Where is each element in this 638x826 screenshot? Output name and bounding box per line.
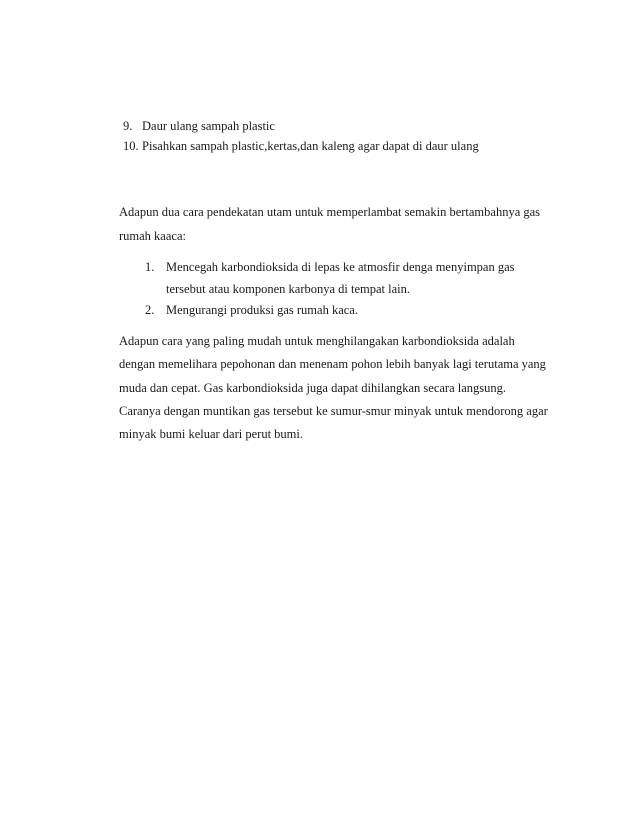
list-item-number: 2. xyxy=(145,303,155,317)
list-item-text: Mencegah karbondioksida di lepas ke atmosfir denga menyimpan gas xyxy=(166,260,515,274)
list-item-text: Mengurangi produksi gas rumah kaca. xyxy=(166,303,358,317)
list-item-text: Daur ulang sampah plastic xyxy=(142,119,275,133)
list-item-number: 10. xyxy=(123,139,139,153)
paragraph-line: dengan memelihara pepohonan dan menenam pohon lebih banyak lagi terutama yang xyxy=(119,357,546,371)
list-item-text: tersebut atau komponen karbonya di tempat lain. xyxy=(166,282,411,296)
paragraph-line: minyak bumi keluar dari perut bumi. xyxy=(119,427,303,441)
paragraph-line: Adapun cara yang paling mudah untuk menghilangakan karbondioksida adalah xyxy=(119,334,515,348)
paragraph-line: muda dan cepat. Gas karbondioksida juga dapat dihilangkan secara langsung. xyxy=(119,381,507,395)
paragraph-line: Caranya dengan muntikan gas tersebut ke sumur-smur minyak untuk mendorong agar xyxy=(119,404,548,418)
paragraph-line: Adapun dua cara pendekatan utam untuk memperlambat semakin bertambahnya gas xyxy=(119,205,541,219)
list-item-text: Pisahkan sampah plastic,kertas,dan kaleng agar dapat di daur ulang xyxy=(142,139,479,153)
list-item-number: 1. xyxy=(145,260,155,274)
list-item-number: 9. xyxy=(123,119,133,133)
paragraph-line: rumah kaaca: xyxy=(119,229,186,243)
